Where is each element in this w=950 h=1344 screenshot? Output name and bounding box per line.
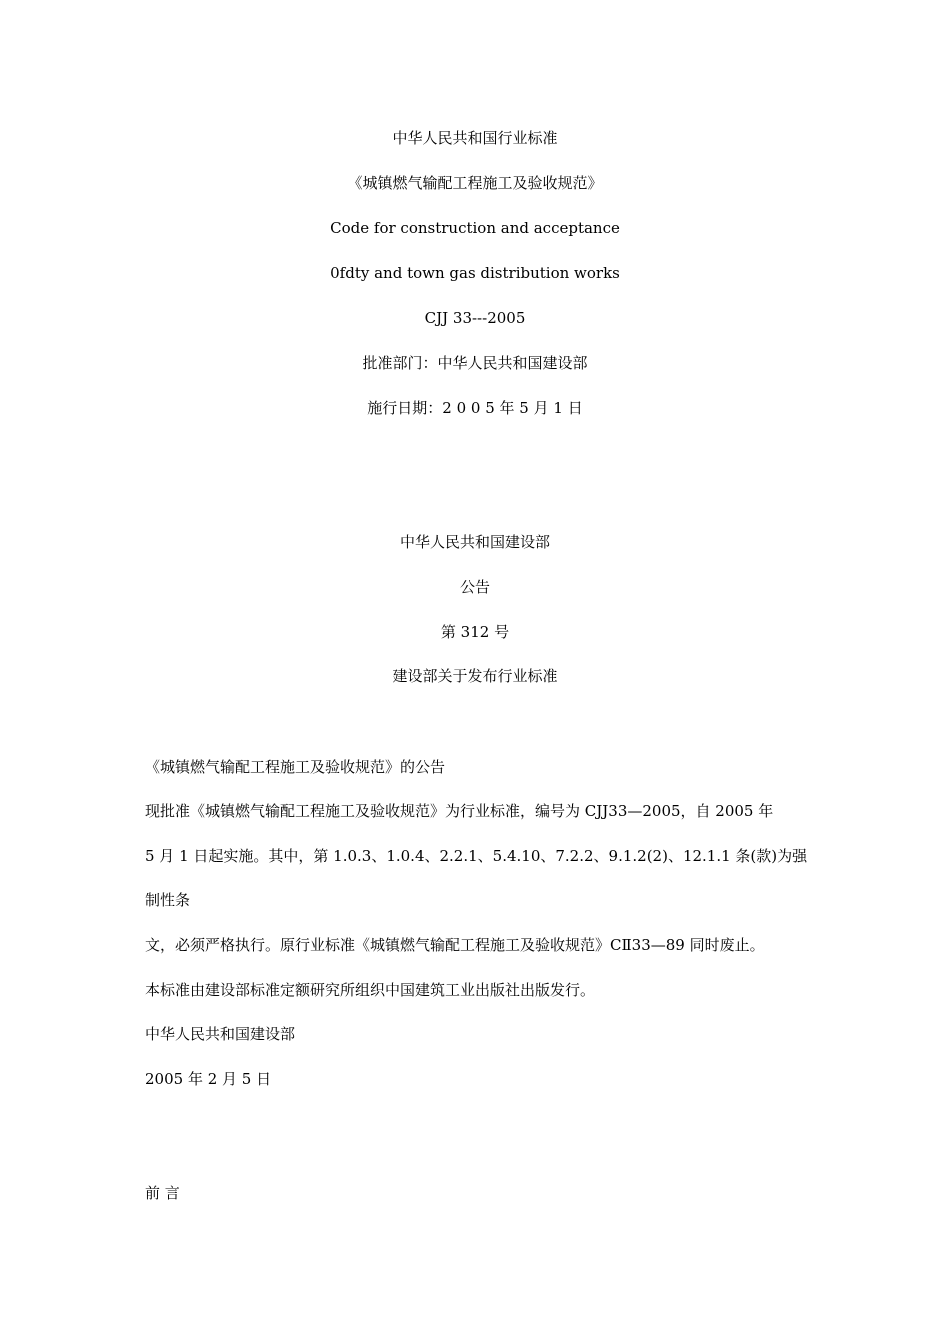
body-line: 现批准《城镇燃气输配工程施工及验收规范》为行业标准，编号为 CJJ33—2005，自 2005 年 bbox=[145, 802, 774, 820]
body-line: 制性条 bbox=[145, 891, 191, 909]
signature-date: 2005 年 2 月 5 日 bbox=[145, 1070, 272, 1088]
body-line: 本标准由建设部标准定额研究所组织中国建筑工业出版社出版发行。 bbox=[145, 981, 596, 999]
english-title-line1: Code for construction and acceptance bbox=[330, 219, 620, 237]
english-title-line2: 0fdty and town gas distribution works bbox=[330, 264, 620, 282]
standard-title: 《城镇燃气输配工程施工及验收规范》 bbox=[347, 174, 603, 192]
body-line: 文，必须严格执行。原行业标准《城镇燃气输配工程施工及验收规范》CⅡ33—89 同时废止。 bbox=[145, 936, 765, 954]
body-line: 5 月 1 日起实施。其中，第 1.0.3、1.0.4、2.2.1、5.4.10、7.2.2、9.1.2(2)、12.1.1 条(款)为强 bbox=[145, 847, 808, 865]
body-line: 《城镇燃气输配工程施工及验收规范》的公告 bbox=[145, 758, 446, 776]
effective-date: 施行日期：2 0 0 5 年 5 月 1 日 bbox=[367, 399, 583, 417]
signature-issuer: 中华人民共和国建设部 bbox=[145, 1025, 296, 1043]
announcement-subject: 建设部关于发布行业标准 bbox=[392, 667, 558, 685]
announcement-issuer: 中华人民共和国建设部 bbox=[399, 533, 550, 551]
announcement-kind: 公告 bbox=[459, 578, 490, 596]
approval-department: 批准部门：中华人民共和国建设部 bbox=[362, 354, 588, 372]
section-heading: 前 言 bbox=[145, 1184, 180, 1202]
announcement-number: 第 312 号 bbox=[440, 623, 510, 641]
standard-category: 中华人民共和国行业标准 bbox=[392, 129, 558, 147]
standard-code: CJJ 33---2005 bbox=[424, 309, 526, 327]
